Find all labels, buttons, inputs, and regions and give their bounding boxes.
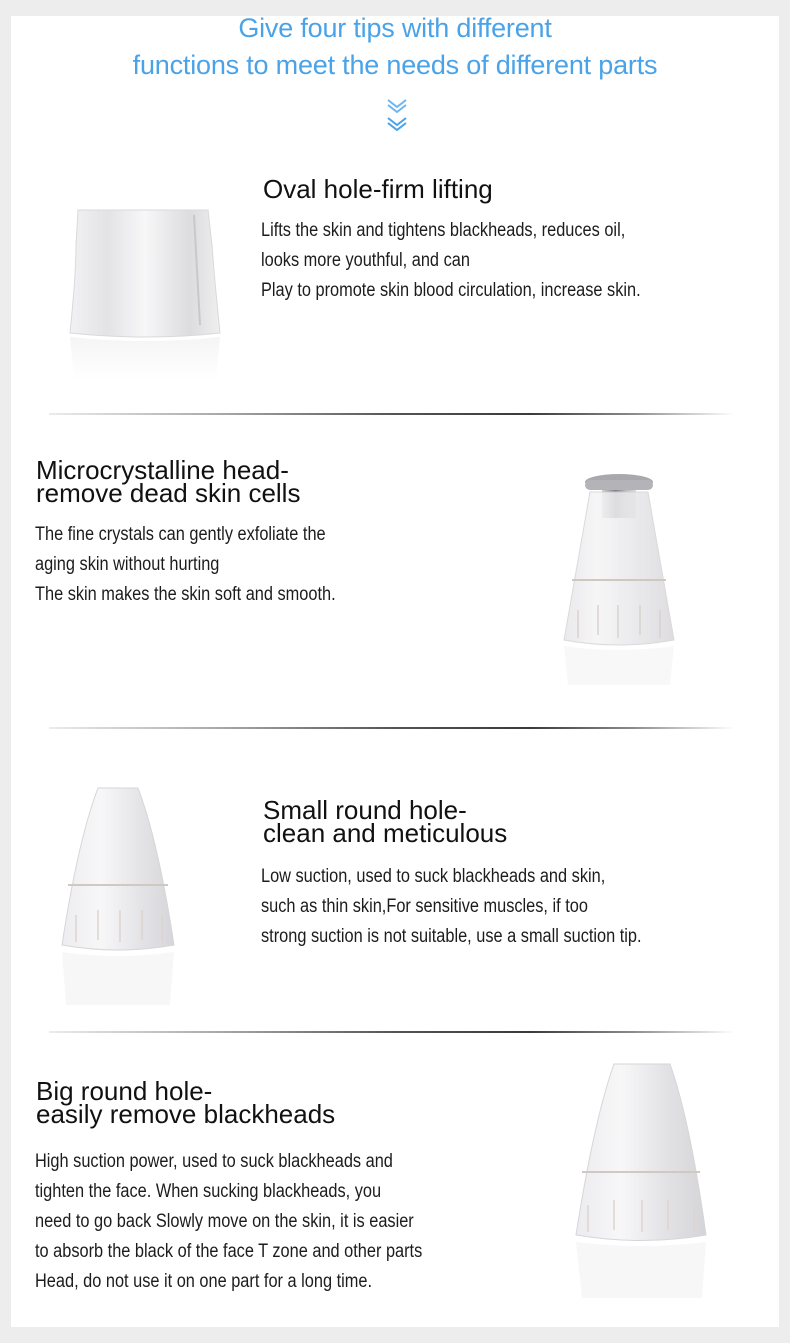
section-divider — [49, 1031, 735, 1033]
body-line: tighten the face. When sucking blackheads, you — [35, 1181, 382, 1202]
section-body — [261, 862, 642, 952]
body-line: High suction power, used to suck blackheads and — [35, 1151, 393, 1172]
heading-line-2: easily remove blackheads — [36, 1099, 336, 1129]
section-heading — [263, 795, 508, 848]
section-heading — [36, 1076, 336, 1129]
heading-line-1: Big round hole- — [36, 1076, 213, 1106]
heading-line-1: Microcrystalline head- — [36, 455, 289, 485]
microcrystalline-tip-image — [560, 470, 680, 690]
section-body — [261, 216, 641, 306]
body-line: to absorb the black of the face T zone and other parts — [35, 1241, 423, 1262]
section-heading: Oval hole-firm lifting — [263, 174, 493, 204]
heading-line-1: Small round hole- — [263, 795, 467, 825]
section-divider — [49, 413, 735, 415]
body-line: The skin makes the skin soft and smooth. — [35, 584, 336, 605]
big-round-hole-tip-image — [572, 1060, 712, 1300]
section-divider — [49, 727, 735, 729]
body-line: Head, do not use it on one part for a long time. — [35, 1271, 372, 1292]
small-round-hole-tip-image — [58, 780, 178, 1010]
body-line: need to go back Slowly move on the skin, it is easier — [35, 1211, 414, 1232]
heading-line-2: remove dead skin cells — [36, 478, 301, 508]
heading-line-2: clean and meticulous — [263, 818, 508, 848]
body-line: Low suction, used to suck blackheads and skin, — [261, 866, 606, 887]
body-line: Lifts the skin and tightens blackheads, reduces oil, — [261, 220, 626, 241]
body-line: such as thin skin,For sensitive muscles, if too — [261, 896, 588, 917]
title-line-1: Give four tips with different — [238, 13, 552, 43]
section-heading — [36, 455, 301, 508]
title-line-2: functions to meet the needs of different parts — [132, 50, 658, 80]
body-line: strong suction is not suitable, use a small suction tip. — [261, 926, 642, 947]
body-line: looks more youthful, and can — [261, 250, 470, 271]
section-body — [35, 520, 336, 610]
section-body — [35, 1147, 422, 1297]
body-line: The fine crystals can gently exfoliate the — [35, 524, 326, 545]
body-line: aging skin without hurting — [35, 554, 220, 575]
oval-hole-tip-image — [62, 205, 232, 385]
double-chevron-down-icon — [386, 98, 408, 136]
body-line: Play to promote skin blood circulation, increase skin. — [261, 280, 641, 301]
